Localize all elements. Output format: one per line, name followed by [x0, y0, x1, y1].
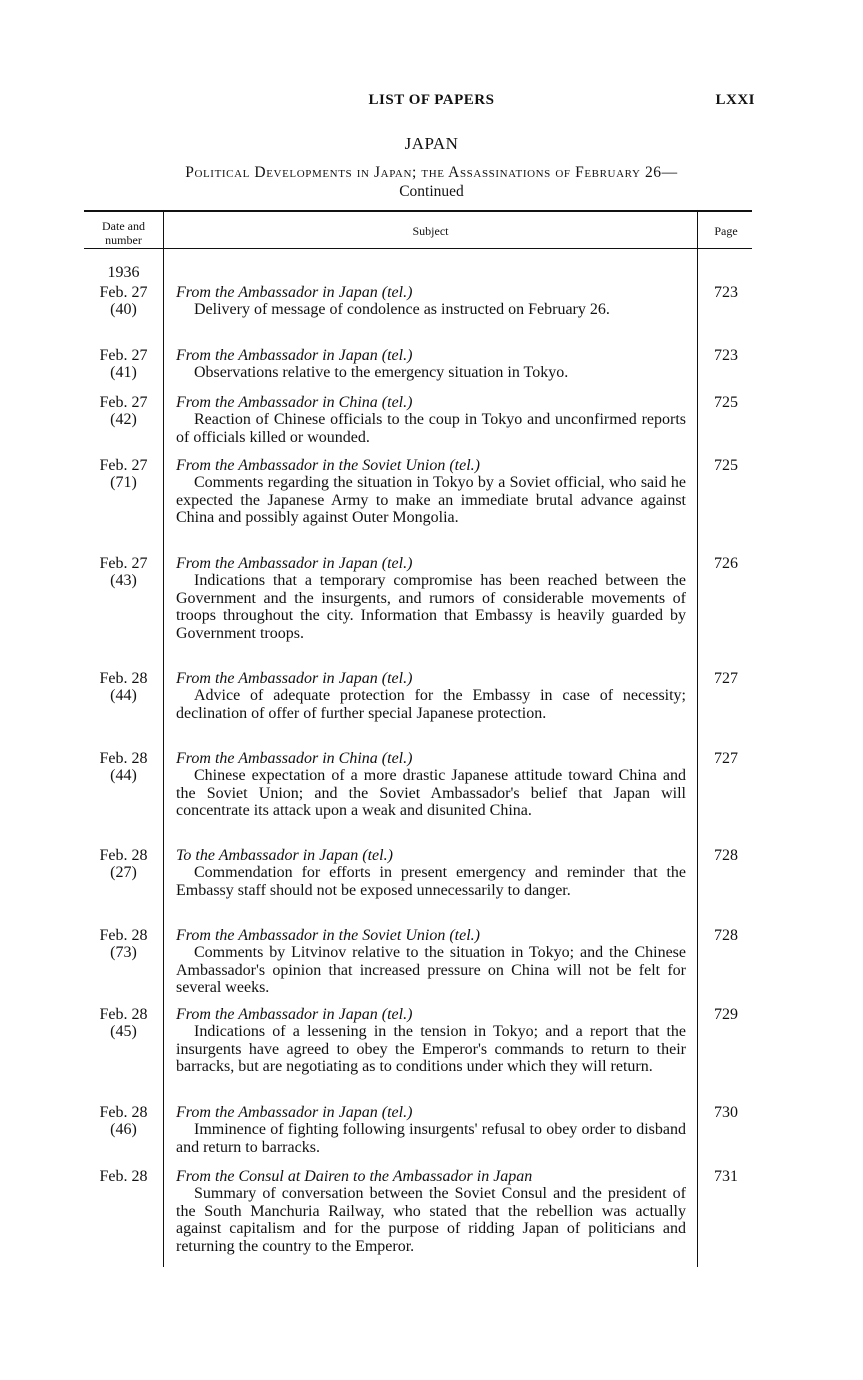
entry-date-number — [84, 927, 163, 962]
entry-correspondent: From the Ambassador in Japan (tel.) — [176, 347, 413, 364]
entry-number: (44) — [110, 687, 137, 705]
entry-summary: Delivery of message of condolence as instructed on February 26. — [194, 301, 610, 319]
entry-page: 723 — [714, 284, 738, 301]
entry-correspondent: From the Ambassador in Japan (tel.) — [176, 670, 413, 687]
entry-subject — [176, 284, 686, 319]
entry-number: (41) — [110, 364, 137, 382]
entry-summary: Imminence of fighting following insurgents' refusal to obey order to disband and return to barracks. — [176, 1121, 686, 1156]
entry-number: (43) — [110, 572, 137, 590]
running-head — [0, 92, 863, 112]
entry-page: 730 — [714, 1104, 738, 1121]
entry-page: 723 — [714, 347, 738, 364]
section-title — [0, 163, 863, 201]
entry-subject — [176, 394, 686, 446]
entry-number: (42) — [110, 411, 137, 429]
entry-correspondent: From the Ambassador in the Soviet Union (tel.) — [176, 927, 480, 944]
entry-correspondent: From the Ambassador in China (tel.) — [176, 394, 413, 411]
entry-date: Feb. 28 — [99, 847, 148, 864]
entry-date: Feb. 27 — [99, 347, 148, 364]
column-divider-left — [163, 210, 164, 1267]
entry-date-number — [84, 457, 163, 492]
entry-date-number — [84, 394, 163, 429]
running-title: LIST OF PAPERS — [368, 92, 495, 108]
entry-page: 728 — [714, 847, 738, 864]
entry-subject — [176, 1104, 686, 1156]
entry-subject — [176, 347, 686, 382]
entry-page: 725 — [714, 394, 738, 411]
entry-number: (27) — [110, 864, 137, 882]
entry-correspondent: From the Consul at Dairen to the Ambassador in Japan — [176, 1168, 533, 1185]
entry-date: Feb. 27 — [99, 284, 148, 301]
entry-date-number — [84, 1104, 163, 1139]
entry-subject — [176, 457, 686, 527]
entry-date-number — [84, 847, 163, 882]
entry-number: (44) — [110, 767, 137, 785]
column-header-date-line1: Date and — [102, 219, 145, 233]
entry-date-number — [84, 1006, 163, 1041]
entry-summary: Reaction of Chinese officials to the coup in Tokyo and unconfirmed reports of officials killed or wounded. — [176, 411, 686, 446]
entry-date-number — [84, 1168, 163, 1185]
entry-date: Feb. 28 — [99, 1168, 148, 1185]
entry-page: 727 — [714, 670, 738, 687]
entry-summary: Comments regarding the situation in Tokyo by a Soviet official, who said he expected the Japanese Army to make an immediate brutal advance against China and possibly against Outer Mongolia. — [176, 474, 686, 527]
entry-date: Feb. 28 — [99, 670, 148, 687]
entry-date: Feb. 27 — [99, 555, 148, 572]
entry-summary: Advice of adequate protection for the Embassy in case of necessity; declination of offer of further special Japanese protection. — [176, 687, 686, 722]
entry-subject — [176, 670, 686, 722]
section-title-text: Political Developments in Japan; the Assassinations of February 26— — [185, 164, 678, 181]
entry-date-number — [84, 555, 163, 590]
entry-number: (46) — [110, 1121, 137, 1139]
entry-correspondent: From the Ambassador in Japan (tel.) — [176, 1006, 413, 1023]
entry-date-number — [84, 670, 163, 705]
country-heading: JAPAN — [404, 134, 459, 153]
entry-subject — [176, 555, 686, 642]
entry-number: (73) — [110, 944, 137, 962]
entry-date: Feb. 28 — [99, 1104, 148, 1121]
entry-page: 728 — [714, 927, 738, 944]
entry-date: Feb. 27 — [99, 457, 148, 474]
entry-date: Feb. 28 — [99, 1006, 148, 1023]
entry-subject — [176, 1006, 686, 1076]
entry-subject — [176, 750, 686, 820]
entry-page: 726 — [714, 555, 738, 572]
entry-correspondent: From the Ambassador in Japan (tel.) — [176, 1104, 413, 1121]
year-label: 1936 — [107, 264, 140, 281]
entry-date-number — [84, 284, 163, 319]
entry-summary: Comments by Litvinov relative to the situation in Tokyo; and the Chinese Ambassador's opinion that increased pressure on China will not be felt for several weeks. — [176, 944, 686, 997]
entry-summary: Observations relative to the emergency situation in Tokyo. — [194, 364, 569, 382]
column-header-date-line2: number — [105, 233, 142, 247]
entry-page: 725 — [714, 457, 738, 474]
column-header-subject: Subject — [412, 224, 449, 238]
entry-date-number — [84, 750, 163, 785]
entry-date: Feb. 28 — [99, 927, 148, 944]
entry-number: (71) — [110, 474, 137, 492]
entry-subject — [176, 1168, 686, 1255]
entry-subject — [176, 927, 686, 997]
entry-correspondent: From the Ambassador in Japan (tel.) — [176, 284, 413, 301]
entry-summary: Summary of conversation between the Soviet Consul and the president of the South Manchuria Railway, who stated that the rebellion was actually against capitalism and for the purpose of ridding Japan of politicians and returning the country to the Emperor. — [176, 1185, 686, 1255]
entry-number: (45) — [110, 1023, 137, 1041]
entry-correspondent: From the Ambassador in Japan (tel.) — [176, 555, 413, 572]
entry-correspondent: To the Ambassador in Japan (tel.) — [176, 847, 393, 864]
entry-summary: Chinese expectation of a more drastic Japanese attitude toward China and the Soviet Union; and the Soviet Ambassador's belief that Japan will concentrate its attack upon a weak and disunited China. — [176, 767, 686, 820]
entry-summary: Commendation for efforts in present emergency and reminder that the Embassy staff should not be exposed unnecessarily to danger. — [176, 864, 686, 899]
entry-date-number — [84, 347, 163, 382]
section-continued: Continued — [399, 183, 464, 200]
entry-page: 729 — [714, 1006, 738, 1023]
entry-summary: Indications of a lessening in the tension in Tokyo; and a report that the insurgents have agreed to obey the Emperor's commands to return to their barracks, but are negotiating as to conditions under which they will return. — [176, 1023, 686, 1076]
page-number: LXXI — [715, 92, 755, 108]
entry-correspondent: From the Ambassador in China (tel.) — [176, 750, 413, 767]
entry-number: (40) — [110, 301, 137, 319]
table-top-rule — [84, 210, 752, 212]
column-header-page: Page — [714, 224, 738, 238]
table-header-rule — [84, 248, 752, 249]
entry-subject — [176, 847, 686, 899]
entry-page: 731 — [714, 1168, 738, 1185]
entry-summary: Indications that a temporary compromise has been reached between the Government and the insurgents, and rumors of considerable movements of troops throughout the city. Information that Embassy is heavily guarded by Government troops. — [176, 572, 686, 642]
entry-correspondent: From the Ambassador in the Soviet Union (tel.) — [176, 457, 480, 474]
entry-page: 727 — [714, 750, 738, 767]
entry-date: Feb. 27 — [99, 394, 148, 411]
entry-date: Feb. 28 — [99, 750, 148, 767]
column-header-date — [84, 219, 163, 247]
